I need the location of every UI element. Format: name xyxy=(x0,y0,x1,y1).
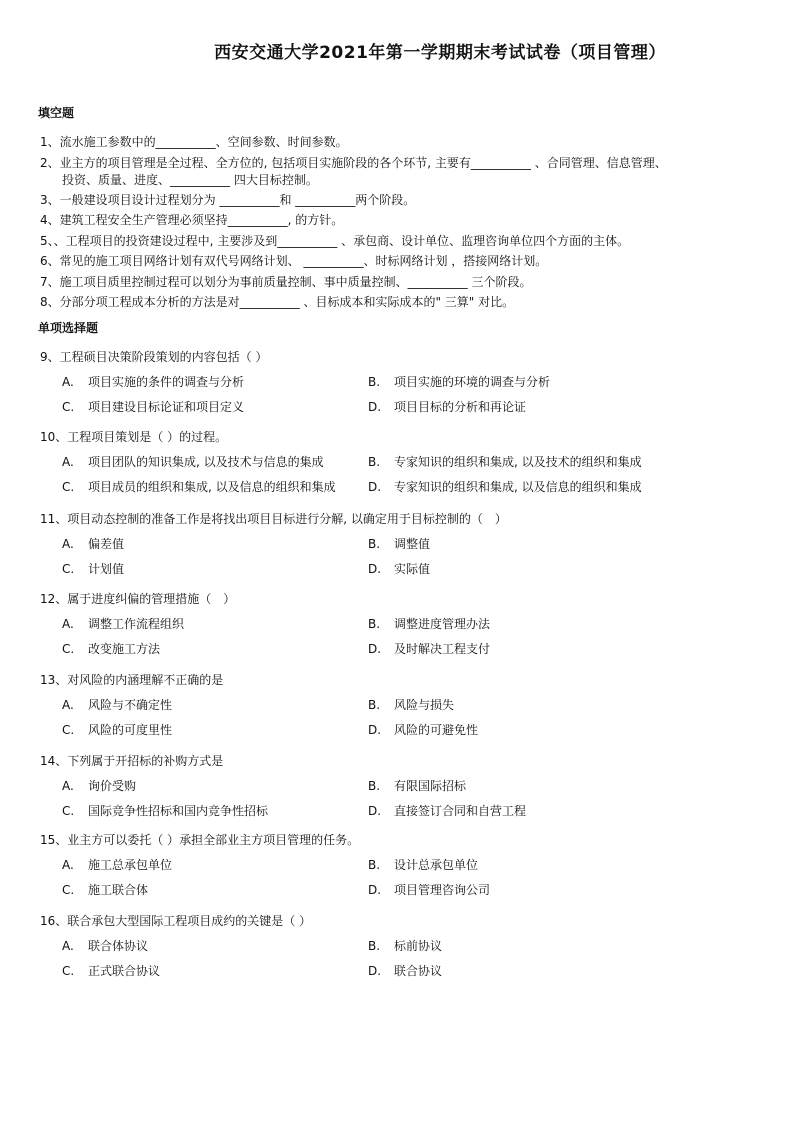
fill-in-question-line: 7、施工项目质里控制过程可以划分为事前质量控制、事中质量控制、__________ 三个阶段。 xyxy=(40,275,532,289)
option-letter: C. xyxy=(62,964,75,978)
option-text: 调整工作流程组织 xyxy=(88,617,185,631)
option-text: 调整值 xyxy=(394,537,431,551)
answer-option xyxy=(62,723,172,737)
option-letter: B. xyxy=(368,375,381,389)
question-stem: 14、下列属于开招标的补购方式是 xyxy=(40,754,224,768)
option-text: 项目团队的知识集成, 以及技术与信息的集成 xyxy=(88,455,324,469)
fill-in-question-line: 8、分部分项工程成本分析的方法是对__________ 、目标成本和实际成本的" 三算" 对比。 xyxy=(40,295,515,309)
fill-in-question-line: 3、一般建设项目设计过程划分为 __________和 __________两个阶段。 xyxy=(40,193,416,207)
answer-option xyxy=(62,375,244,389)
fill-in-question-line: 投资、质量、进度、__________ 四大目标控制。 xyxy=(62,173,318,187)
option-letter: C. xyxy=(62,883,75,897)
answer-option xyxy=(62,455,324,469)
option-letter: D. xyxy=(368,480,382,494)
option-letter: B. xyxy=(368,455,381,469)
answer-option xyxy=(368,480,642,494)
question-stem: 10、工程项目策划是（ ）的过程。 xyxy=(40,430,228,444)
option-text: 项目实施的条件的调查与分析 xyxy=(88,375,245,389)
option-text: 询价受购 xyxy=(88,779,137,793)
option-letter: D. xyxy=(368,723,382,737)
question-stem: 12、属于进度纠偏的管理措施（ ） xyxy=(40,592,236,606)
option-text: 项目管理咨询公司 xyxy=(394,883,491,897)
option-letter: A. xyxy=(62,779,74,793)
option-letter: D. xyxy=(368,562,382,576)
option-letter: A. xyxy=(62,617,74,631)
answer-option xyxy=(368,375,550,389)
option-letter: B. xyxy=(368,698,381,712)
answer-option xyxy=(62,698,172,712)
option-letter: A. xyxy=(62,858,74,872)
option-letter: C. xyxy=(62,642,75,656)
option-letter: D. xyxy=(368,883,382,897)
option-text: 风险的可避免性 xyxy=(394,723,479,737)
option-text: 联合体协议 xyxy=(88,939,149,953)
option-letter: D. xyxy=(368,964,382,978)
option-text: 计划值 xyxy=(88,562,125,576)
answer-option xyxy=(368,537,430,551)
option-text: 偏差值 xyxy=(88,537,125,551)
option-text: 实际值 xyxy=(394,562,431,576)
answer-option xyxy=(62,779,136,793)
option-text: 标前协议 xyxy=(394,939,443,953)
answer-option xyxy=(368,723,478,737)
question-stem: 9、工程硕目决策阶段策划的内容包括（ ） xyxy=(40,350,268,364)
answer-option xyxy=(62,939,148,953)
answer-option xyxy=(368,939,442,953)
option-letter: B. xyxy=(368,858,381,872)
option-letter: B. xyxy=(368,537,381,551)
fill-in-question-line: 2、业主方的项目管理是全过程、全方位的, 包括项目实施阶段的各个环节, 主要有__________ 、合同管理、信息管理、 xyxy=(40,156,667,170)
option-letter: B. xyxy=(368,779,381,793)
option-text: 改变施工方法 xyxy=(88,642,161,656)
option-text: 有限国际招标 xyxy=(394,779,467,793)
answer-option xyxy=(368,698,454,712)
option-letter: A. xyxy=(62,939,74,953)
option-letter: C. xyxy=(62,562,75,576)
option-text: 施工总承包单位 xyxy=(88,858,173,872)
answer-option xyxy=(368,883,490,897)
option-text: 及时解决工程支付 xyxy=(394,642,491,656)
option-letter: A. xyxy=(62,375,74,389)
section-heading-single-choice: 单项选择题 xyxy=(38,321,99,335)
option-letter: D. xyxy=(368,642,382,656)
fill-in-question-line: 5、、工程项目的投资建设过程中, 主要涉及到__________ 、承包商、设计单位、监理咨询单位四个方面的主体。 xyxy=(40,234,630,248)
answer-option xyxy=(368,804,526,818)
option-letter: A. xyxy=(62,455,74,469)
fill-in-question-line: 4、建筑工程安全生产管理必须坚持__________, 的方针。 xyxy=(40,213,344,227)
option-text: 施工联合体 xyxy=(88,883,149,897)
answer-option xyxy=(368,617,490,631)
option-text: 风险与不确定性 xyxy=(88,698,173,712)
option-letter: D. xyxy=(368,804,382,818)
section-heading-fill-in: 填空题 xyxy=(38,106,75,120)
answer-option xyxy=(368,400,526,414)
answer-option xyxy=(368,642,490,656)
option-text: 设计总承包单位 xyxy=(394,858,479,872)
answer-option xyxy=(368,455,642,469)
option-text: 正式联合协议 xyxy=(88,964,161,978)
answer-option xyxy=(62,537,124,551)
question-stem: 11、项目动态控制的准备工作是将找出项目目标进行分解, 以确定用于目标控制的（ ） xyxy=(40,512,507,526)
answer-option xyxy=(62,400,244,414)
option-letter: B. xyxy=(368,617,381,631)
option-text: 联合协议 xyxy=(394,964,443,978)
option-letter: C. xyxy=(62,400,75,414)
answer-option xyxy=(62,642,160,656)
option-text: 专家知识的组织和集成, 以及信息的组织和集成 xyxy=(394,480,642,494)
question-stem: 15、业主方可以委托（ ）承担全部业主方项目管理的任务。 xyxy=(40,833,360,847)
option-text: 风险与损失 xyxy=(394,698,455,712)
option-letter: A. xyxy=(62,537,74,551)
answer-option xyxy=(62,617,184,631)
answer-option xyxy=(62,858,172,872)
answer-option xyxy=(368,779,466,793)
option-text: 调整进度管理办法 xyxy=(394,617,491,631)
option-text: 项目成员的组织和集成, 以及信息的组织和集成 xyxy=(88,480,336,494)
option-text: 项目实施的环境的调查与分析 xyxy=(394,375,551,389)
option-text: 直接签订合同和自营工程 xyxy=(394,804,527,818)
question-stem: 16、联合承包大型国际工程项目成约的关键是（ ） xyxy=(40,914,312,928)
answer-option xyxy=(62,804,268,818)
answer-option xyxy=(368,964,442,978)
option-text: 项目建设目标论证和项目定义 xyxy=(88,400,245,414)
option-text: 项目目标的分析和再论证 xyxy=(394,400,527,414)
option-letter: C. xyxy=(62,804,75,818)
option-text: 专家知识的组织和集成, 以及技术的组织和集成 xyxy=(394,455,642,469)
answer-option xyxy=(62,964,160,978)
answer-option xyxy=(368,562,430,576)
option-text: 风险的可度里性 xyxy=(88,723,173,737)
fill-in-question-line: 1、流水施工参数中的__________、空间参数、时间参数。 xyxy=(40,135,348,149)
answer-option xyxy=(62,562,124,576)
option-letter: D. xyxy=(368,400,382,414)
question-stem: 13、对风险的内涵理解不正确的是 xyxy=(40,673,224,687)
option-letter: C. xyxy=(62,723,75,737)
page-title: 西安交通大学2021年第一学期期末考试试卷（项目管理） xyxy=(214,43,666,63)
option-text: 国际竞争性招标和国内竞争性招标 xyxy=(88,804,269,818)
option-letter: C. xyxy=(62,480,75,494)
answer-option xyxy=(62,883,148,897)
answer-option xyxy=(62,480,336,494)
answer-option xyxy=(368,858,478,872)
option-letter: B. xyxy=(368,939,381,953)
fill-in-question-line: 6、常见的施工项目网络计划有双代号网络计划、 __________、时标网络计划 ，搭接网络计划。 xyxy=(40,254,548,268)
option-letter: A. xyxy=(62,698,74,712)
